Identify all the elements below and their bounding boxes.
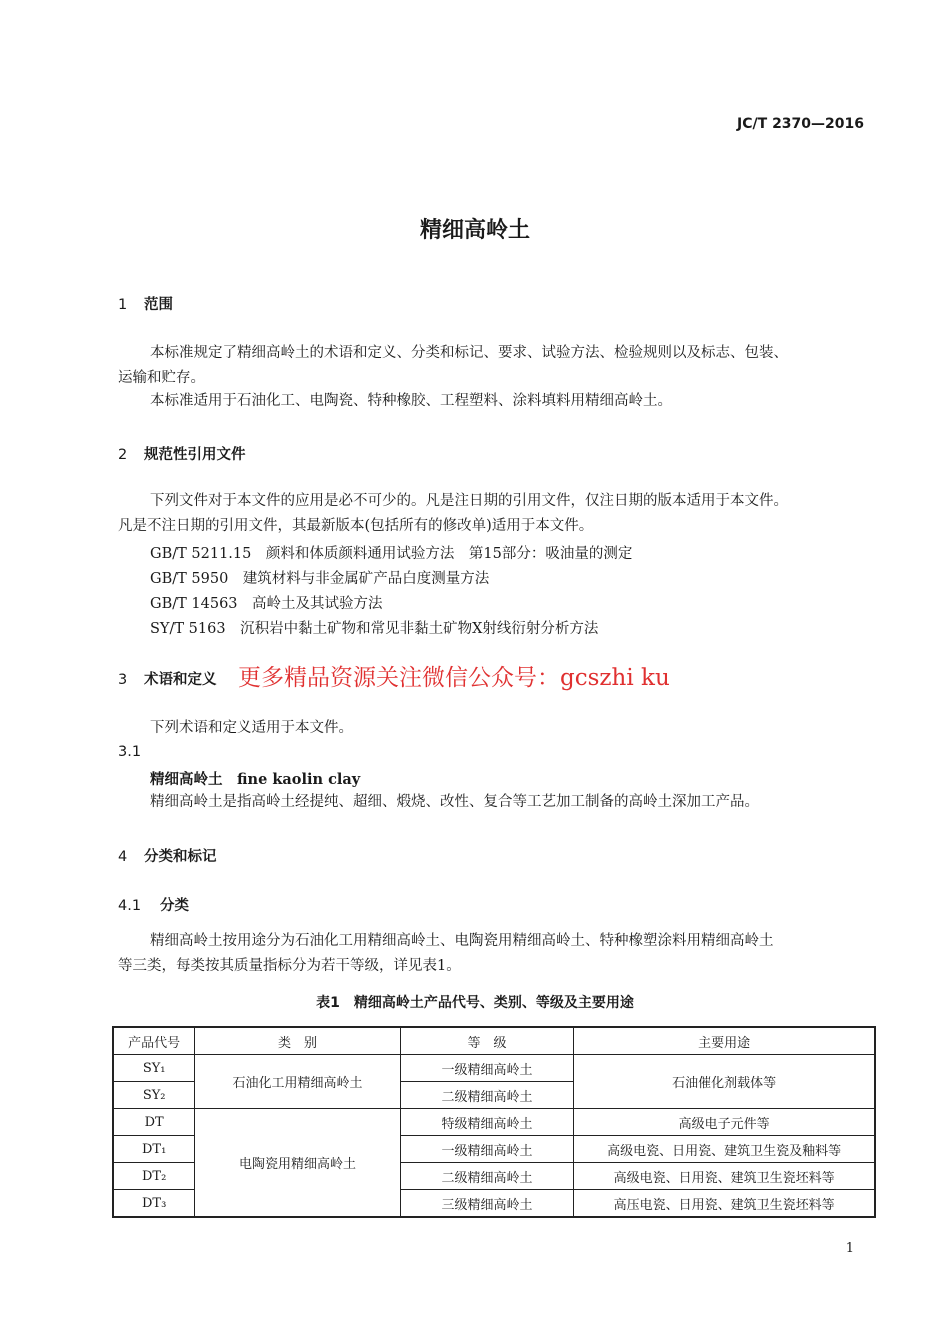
watermark-text: 更多精品资源关注微信公众号：gcszhi ku bbox=[238, 665, 670, 691]
product-code-cell: DT₂ bbox=[113, 1163, 195, 1190]
subsection-title: 分类 bbox=[160, 898, 189, 914]
section-2-heading bbox=[118, 443, 246, 464]
table-header-cell: 产品代号 bbox=[113, 1027, 195, 1055]
section-title: 范围 bbox=[144, 297, 173, 313]
paragraph: 本标准规定了精细高岭土的术语和定义、分类和标记、要求、试验方法、检验规则以及标志、包装、 bbox=[150, 345, 788, 361]
product-code-cell: DT bbox=[113, 1109, 195, 1136]
table-header-cell: 类 别 bbox=[195, 1027, 400, 1055]
grade-cell: 二级精细高岭土 bbox=[400, 1082, 574, 1109]
table-header-cell: 等 级 bbox=[400, 1027, 574, 1055]
table-row bbox=[113, 1055, 875, 1082]
category-cell: 电陶瓷用精细高岭土 bbox=[195, 1109, 400, 1218]
paragraph: 下列文件对于本文件的应用是必不可少的。凡是注日期的引用文件，仅注日期的版本适用于本文件。 bbox=[150, 493, 788, 509]
normative-reference: SY/T 5163 沉积岩中黏土矿物和常见非黏土矿物X射线衍射分析方法 bbox=[150, 621, 599, 637]
normative-reference: GB/T 5950 建筑材料与非金属矿产品白度测量方法 bbox=[150, 571, 490, 587]
grade-cell: 一级精细高岭土 bbox=[400, 1055, 574, 1082]
product-code-cell: SY₂ bbox=[113, 1082, 195, 1109]
category-cell: 石油化工用精细高岭土 bbox=[195, 1055, 400, 1109]
usage-cell: 高压电瓷、日用瓷、建筑卫生瓷坯料等 bbox=[574, 1190, 875, 1218]
table-header-row bbox=[113, 1027, 875, 1055]
section-number: 3 bbox=[118, 672, 128, 688]
section-1-heading bbox=[118, 293, 173, 314]
section-title: 分类和标记 bbox=[144, 849, 217, 865]
usage-cell: 高级电瓷、日用瓷、建筑卫生瓷坯料等 bbox=[574, 1163, 875, 1190]
page-number: 1 bbox=[845, 1241, 854, 1256]
page-title: 精细高岭土 bbox=[419, 218, 530, 243]
paragraph: 等三类，每类按其质量指标分为若干等级，详见表1。 bbox=[118, 958, 461, 974]
term-definition: 精细高岭土是指高岭土经提纯、超细、煅烧、改性、复合等工艺加工制备的高岭土深加工产品。 bbox=[150, 794, 759, 810]
normative-reference: GB/T 14563 高岭土及其试验方法 bbox=[150, 596, 383, 612]
section-title: 规范性引用文件 bbox=[144, 447, 246, 463]
term-entry: 精细高岭土 fine kaolin clay bbox=[150, 771, 361, 788]
usage-cell: 高级电瓷、日用瓷、建筑卫生瓷及釉料等 bbox=[574, 1136, 875, 1163]
table-header-cell: 主要用途 bbox=[574, 1027, 875, 1055]
product-code-cell: SY₁ bbox=[113, 1055, 195, 1082]
section-number: 2 bbox=[118, 447, 128, 463]
paragraph: 精细高岭土按用途分为石油化工用精细高岭土、电陶瓷用精细高岭土、特种橡塑涂料用精细高岭土 bbox=[150, 933, 774, 949]
section-number: 1 bbox=[118, 297, 128, 313]
standard-code: JC/T 2370—2016 bbox=[737, 116, 864, 132]
grade-cell: 特级精细高岭土 bbox=[400, 1109, 574, 1136]
subsection-4-1-heading bbox=[118, 894, 189, 915]
paragraph: 运输和贮存。 bbox=[118, 370, 205, 386]
paragraph: 下列术语和定义适用于本文件。 bbox=[150, 720, 353, 736]
table-caption: 表1 精细高岭土产品代号、类别、等级及主要用途 bbox=[316, 995, 634, 1011]
grade-cell: 一级精细高岭土 bbox=[400, 1136, 574, 1163]
normative-reference: GB/T 5211.15 颜料和体质颜料通用试验方法 第15部分：吸油量的测定 bbox=[150, 546, 633, 562]
usage-cell: 高级电子元件等 bbox=[574, 1109, 875, 1136]
paragraph: 凡是不注日期的引用文件，其最新版本(包括所有的修改单)适用于本文件。 bbox=[118, 518, 594, 534]
grade-cell: 三级精细高岭土 bbox=[400, 1190, 574, 1218]
subsection-number: 4.1 bbox=[118, 898, 142, 914]
section-3-heading bbox=[118, 668, 217, 689]
section-number: 4 bbox=[118, 849, 128, 865]
section-4-heading bbox=[118, 845, 217, 866]
usage-cell: 石油催化剂载体等 bbox=[574, 1055, 875, 1109]
table-row bbox=[113, 1109, 875, 1136]
paragraph: 本标准适用于石油化工、电陶瓷、特种橡胶、工程塑料、涂料填料用精细高岭土。 bbox=[150, 393, 672, 409]
product-table bbox=[112, 1026, 876, 1218]
product-code-cell: DT₁ bbox=[113, 1136, 195, 1163]
section-title: 术语和定义 bbox=[144, 672, 217, 688]
product-code-cell: DT₃ bbox=[113, 1190, 195, 1218]
subsection-number: 3.1 bbox=[118, 744, 142, 760]
grade-cell: 二级精细高岭土 bbox=[400, 1163, 574, 1190]
